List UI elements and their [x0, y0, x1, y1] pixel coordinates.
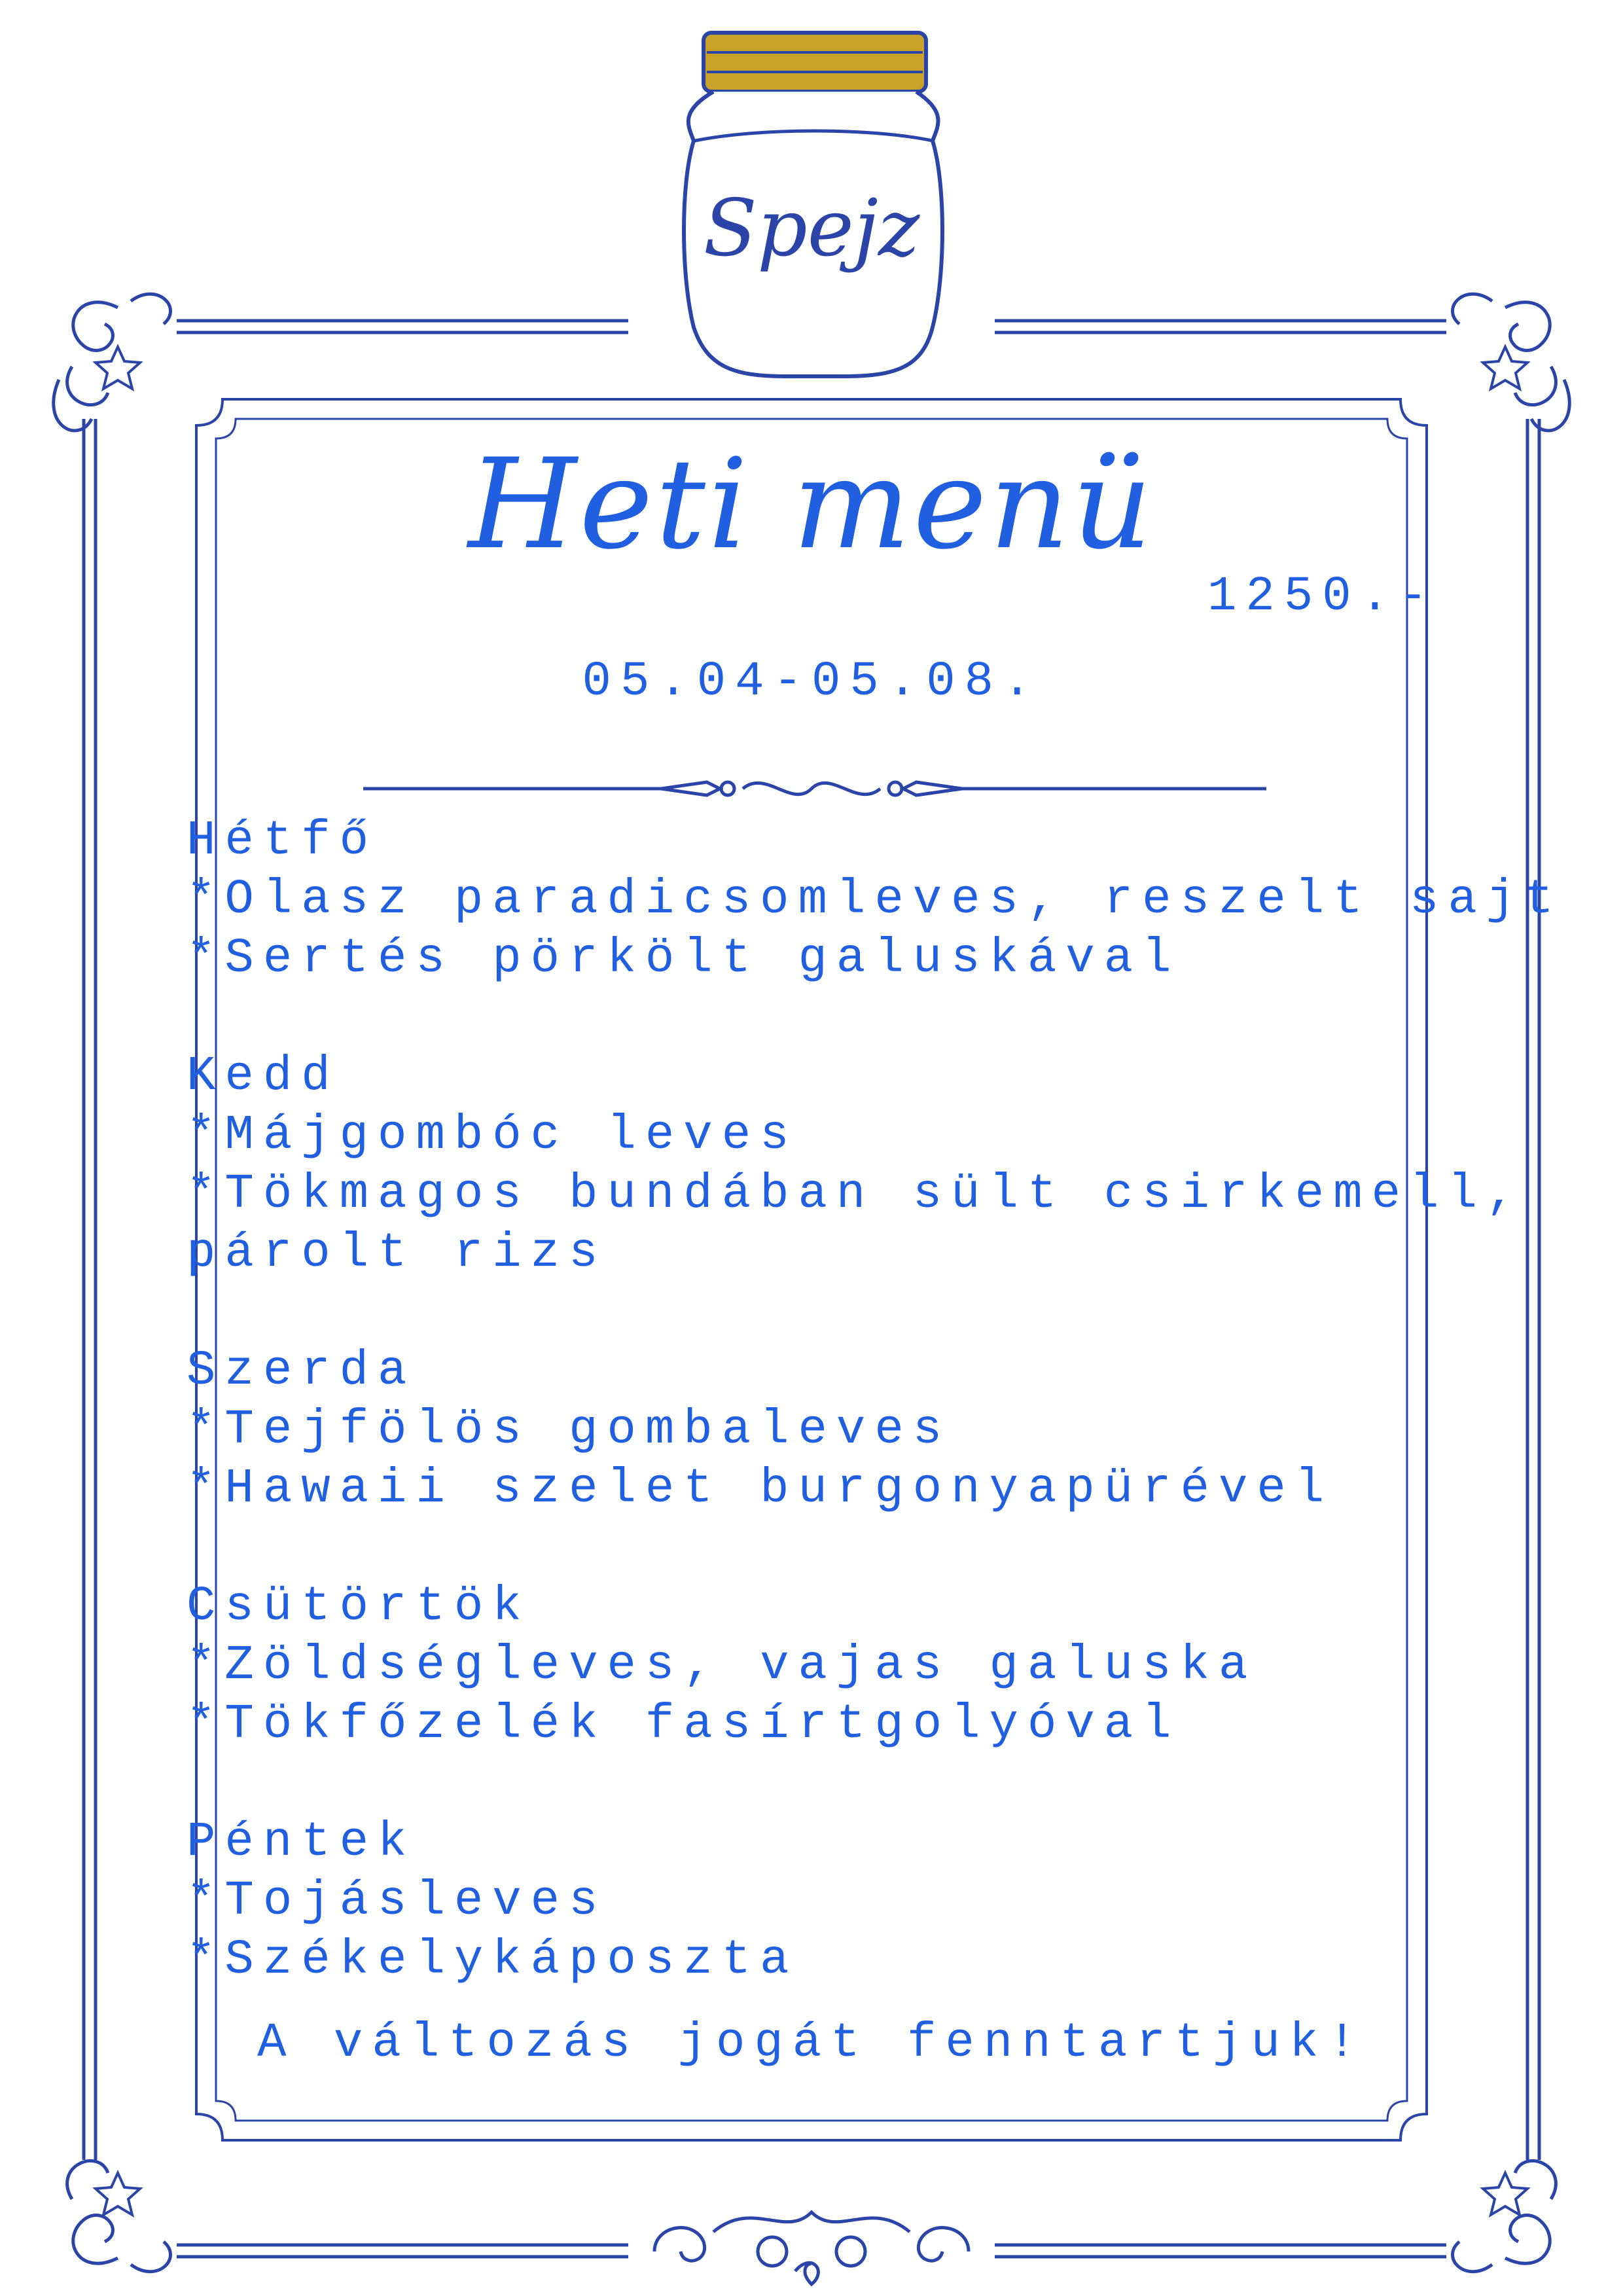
footer-note: A változás jogát fenntartjuk!: [257, 2016, 1366, 2071]
bottom-center-ornament: [654, 2212, 969, 2284]
title-divider: [363, 782, 1266, 795]
day-name: Szerda: [187, 1344, 416, 1399]
menu-item: *Tejfölös gombaleves: [187, 1403, 952, 1458]
menu-day-thursday: [187, 1577, 1495, 1754]
day-name: Péntek: [187, 1815, 416, 1870]
menu-item: párolt rizs: [187, 1226, 607, 1281]
menu-item: *Hawaii szelet burgonyapürével: [187, 1462, 1334, 1516]
jar-logo-text: Spejz: [703, 183, 920, 274]
menu-item: *Májgombóc leves: [187, 1108, 798, 1163]
day-name: Csütörtök: [187, 1579, 531, 1634]
menu-item: *Zöldségleves, vajas galuska: [187, 1638, 1257, 1693]
menu-day-friday: [187, 1813, 1495, 1990]
price-label: 1250.-: [1207, 569, 1437, 624]
page-title: Heti menü: [468, 432, 1155, 577]
menu-item: *Székelykáposzta: [187, 1933, 798, 1988]
menu-item: *Olasz paradicsomleves, reszelt sajt: [187, 872, 1563, 927]
menu-day-tuesday: [187, 1047, 1525, 1283]
menu-item: *Sertés pörkölt galuskával: [187, 931, 1181, 986]
day-name: Hétfő: [187, 814, 378, 869]
menu-item: *Tökfőzelék fasírtgolyóval: [187, 1697, 1181, 1752]
menu-day-monday: [187, 812, 1563, 988]
menu-item: *Tojásleves: [187, 1874, 607, 1929]
menu-list: [187, 812, 1563, 2049]
date-range: 05.04-05.08.: [582, 655, 1041, 709]
menu-item: *Tökmagos bundában sült csirkemell,: [187, 1167, 1525, 1222]
day-name: Kedd: [187, 1049, 340, 1104]
menu-day-wednesday: [187, 1342, 1495, 1518]
